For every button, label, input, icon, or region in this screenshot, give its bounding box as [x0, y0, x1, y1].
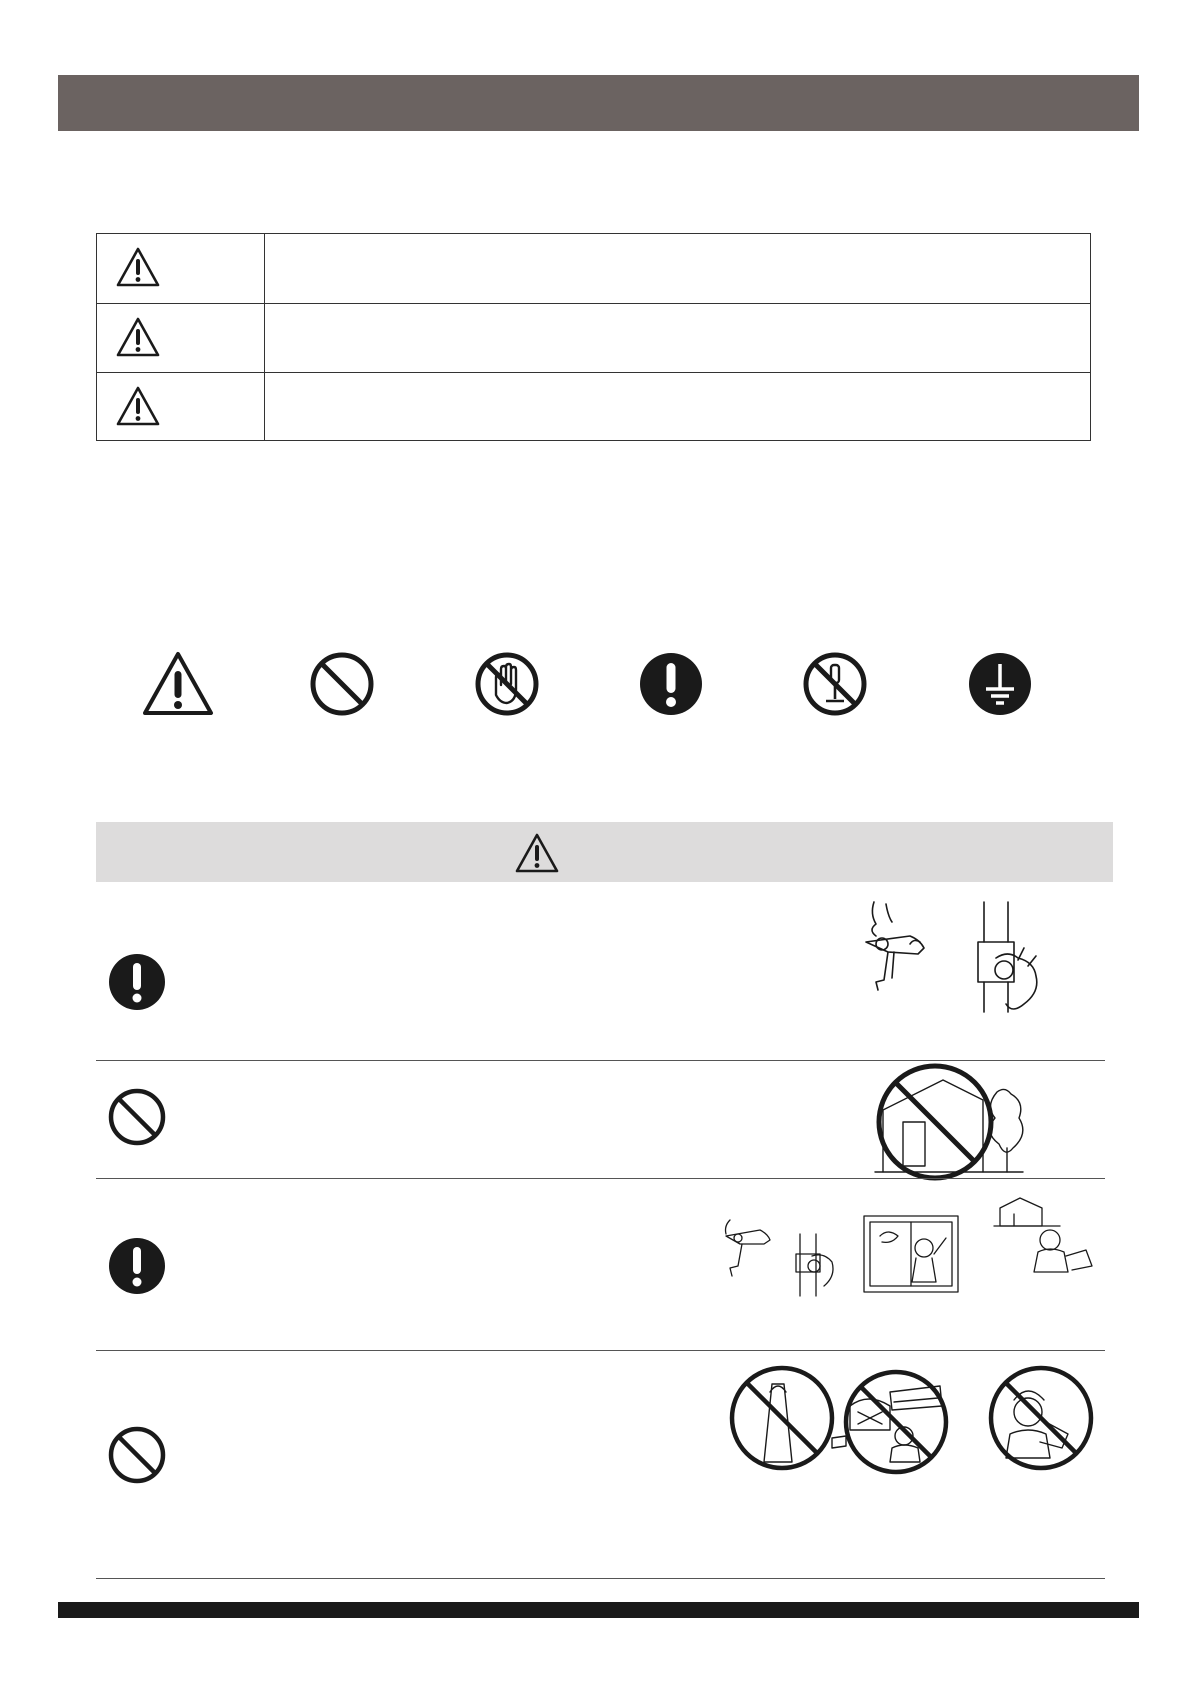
mandatory-instruction-icon	[107, 1236, 167, 1296]
legend-icon-cell	[97, 304, 265, 372]
legend-description	[281, 373, 1080, 441]
gas-leak-response-illustration	[720, 1196, 1105, 1306]
ground-connection-icon	[967, 651, 1033, 717]
warning-section-banner	[96, 822, 1113, 882]
legend-icon-cell	[97, 234, 265, 303]
item-divider	[96, 1578, 1105, 1579]
legend-description	[281, 304, 1080, 372]
do-not-touch-icon	[474, 651, 540, 717]
do-not-disassemble-icon	[802, 651, 868, 717]
footer-bar	[58, 1602, 1139, 1618]
legend-icon-cell	[97, 373, 265, 441]
warning-triangle-icon	[116, 386, 160, 428]
no-outdoor-installation-illustration	[873, 1062, 1033, 1182]
item-divider	[96, 1060, 1105, 1061]
mandatory-instruction-icon	[638, 651, 704, 717]
caution-triangle-icon	[142, 651, 214, 717]
prohibited-icon	[107, 1425, 167, 1485]
prohibited-icon	[309, 651, 375, 717]
item-divider	[96, 1350, 1105, 1351]
gas-valve-hand-illustration	[858, 900, 1048, 1015]
signal-word-legend-table	[96, 233, 1091, 441]
warning-triangle-icon	[515, 833, 559, 875]
item-divider	[96, 1178, 1105, 1179]
legend-row-warning	[97, 303, 1090, 372]
legend-row-caution	[97, 372, 1090, 441]
legend-description	[281, 234, 1080, 303]
section-header-bar	[58, 75, 1139, 131]
mandatory-instruction-icon	[107, 952, 167, 1012]
prohibited-icon	[107, 1087, 167, 1147]
legend-row-danger	[97, 234, 1090, 303]
warning-triangle-icon	[116, 247, 160, 289]
no-ignition-sources-illustration	[728, 1362, 1098, 1474]
warning-triangle-icon	[116, 317, 160, 359]
